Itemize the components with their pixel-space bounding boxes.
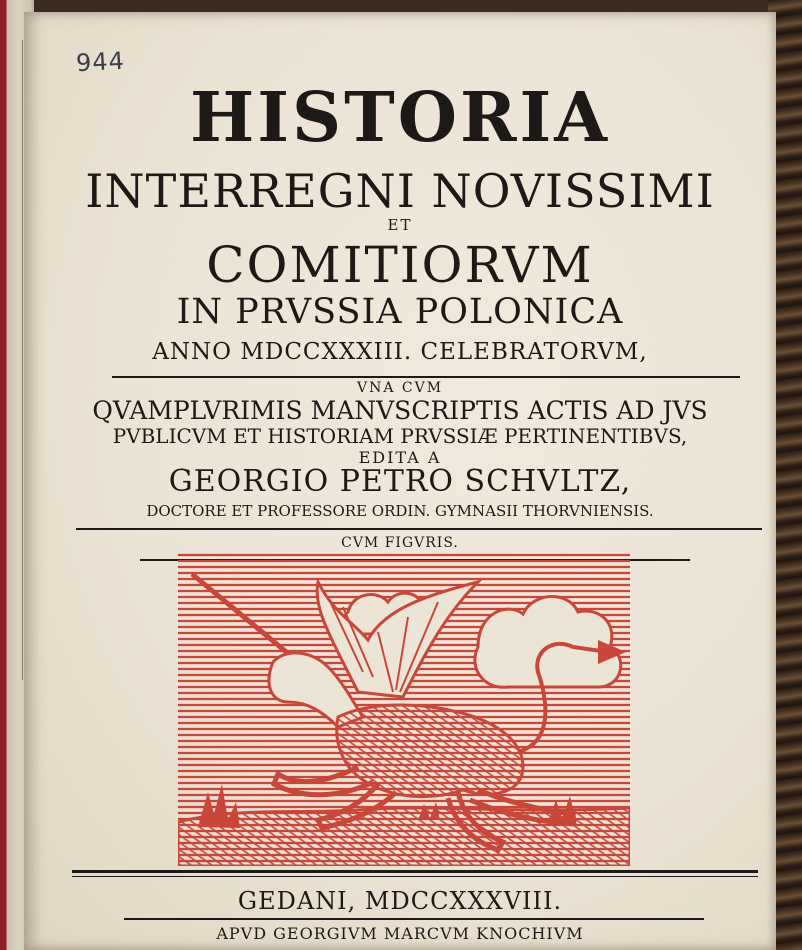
ground (178, 808, 630, 866)
title-interregni: INTERREGNI NOVISSIMI (85, 164, 715, 218)
author-name: GEORGIO PETRO SCHVLTZ, (168, 464, 632, 499)
subtitle-publicum: PVBLICVM ET HISTORIAM PRVSSIÆ PERTINENTIBVS, (112, 424, 688, 448)
divider-rule (124, 918, 704, 920)
handwritten-shelfmark: 944 (75, 46, 126, 78)
divider-rule-thick (72, 870, 758, 873)
title-et: ET (387, 216, 413, 234)
divider-rule (112, 376, 740, 378)
unicorn-woodcut-illustration (178, 552, 630, 866)
subtitle-una-cum: VNA CVM (356, 380, 444, 396)
author-title: DOCTORE ET PROFESSORE ORDIN. GYMNASII THORVNIENSIS. (146, 502, 654, 520)
figures-note: CVM FIGVRIS. (341, 535, 459, 551)
title-page (24, 12, 776, 950)
title-prussia: IN PRVSSIA POLONICA (176, 292, 624, 332)
divider-rule (76, 528, 762, 530)
title-comitiorum: COMITIORVM (206, 236, 594, 294)
title-anno: ANNO MDCCXXXIII. CELEBRATORVM, (152, 339, 648, 365)
divider-rule-thin (72, 876, 758, 877)
subtitle-quamplurimis: QVAMPLVRIMIS MANVSCRIPTIS ACTIS AD JVS (92, 396, 708, 425)
imprint-printer: APVD GEORGIVM MARCVM KNOCHIVM (216, 924, 584, 943)
imprint-place-date: GEDANI, MDCCXXXVIII. (237, 887, 563, 915)
title-historia: HISTORIA (189, 78, 611, 158)
subtitle-edita-a: EDITA A (358, 448, 442, 467)
